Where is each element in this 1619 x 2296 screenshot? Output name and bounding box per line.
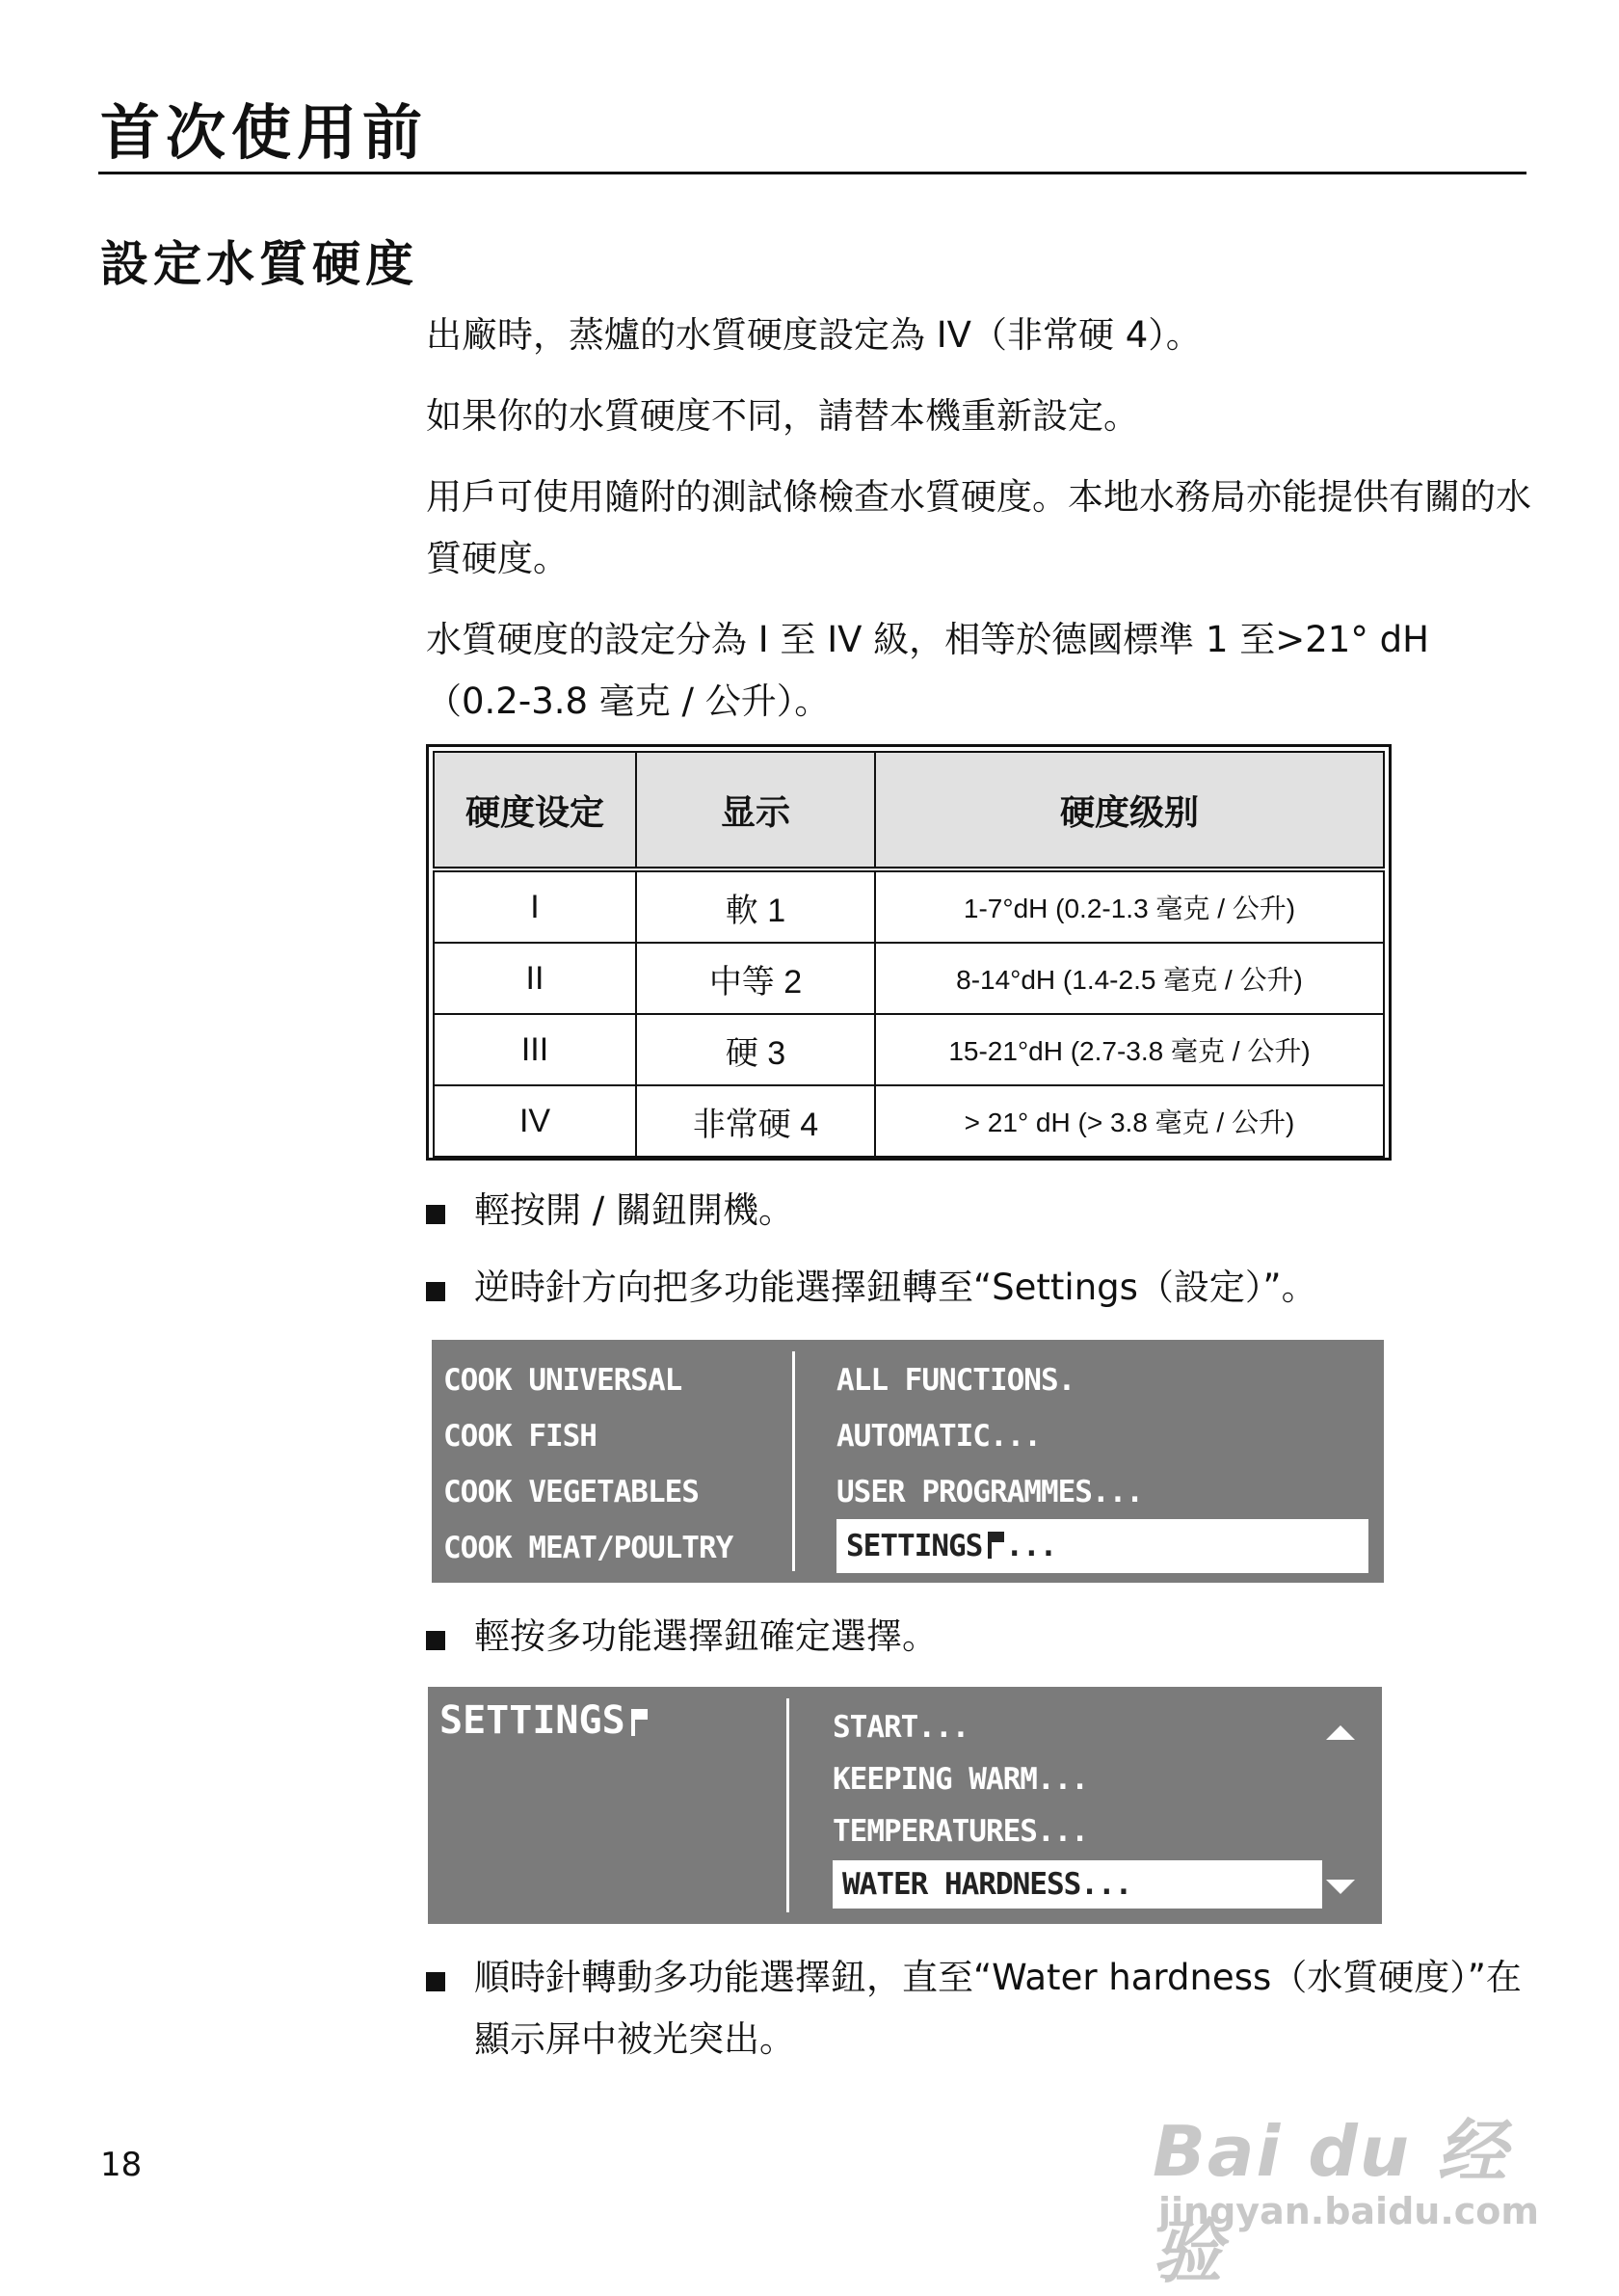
- table-row: [434, 1014, 1384, 1085]
- header-setting: 硬度设定: [434, 752, 636, 869]
- display-divider: [786, 1698, 789, 1912]
- menu-item-automatic: AUTOMATIC...: [836, 1419, 1041, 1454]
- menu-item-cook-vegetables: COOK VEGETABLES: [443, 1475, 699, 1509]
- cell-setting: II: [434, 943, 636, 1014]
- paragraph-hardness-range: 水質硬度的設定分為 I 至 IV 級，相等於德國標準 1 至>21° dH（0.2-3.8 毫克 / 公升）。: [426, 619, 1429, 722]
- title-rule: [98, 172, 1526, 174]
- baidu-watermark: [1153, 2067, 1539, 2292]
- menu-item-settings-ellipsis: ...: [1005, 1529, 1057, 1563]
- cell-setting: IV: [434, 1085, 636, 1157]
- cell-range: 15-21°dH (2.7-3.8 毫克 / 公升): [875, 1014, 1384, 1085]
- table-row: [434, 943, 1384, 1014]
- cell-range: 1-7°dH (0.2-1.3 毫克 / 公升): [875, 869, 1384, 943]
- bullet-turn-to-settings: [426, 1257, 1532, 1319]
- cell-setting: III: [434, 1014, 636, 1085]
- bullet-square-icon: [426, 1205, 445, 1224]
- paragraph-test-strip: 用戶可使用隨附的測試條檢查水質硬度。本地水務局亦能提供有關的水質硬度。: [426, 476, 1531, 579]
- paragraph-reset-hint: 如果你的水質硬度不同，請替本機重新設定。: [426, 395, 1139, 437]
- scroll-down-arrow-icon: [1326, 1880, 1355, 1894]
- section-title: 設定水質硬度: [100, 236, 418, 292]
- bullet-text: 逆時針方向把多功能選擇鈕轉至“Settings（設定）”。: [474, 1267, 1317, 1308]
- bullet-square-icon: [426, 1972, 445, 1991]
- display-settings-menu: [428, 1687, 1382, 1924]
- settings-item-water-hardness-selected: WATER HARDNESS...: [833, 1860, 1322, 1909]
- flag-icon: [631, 1709, 649, 1736]
- cell-range: > 21° dH (> 3.8 毫克 / 公升): [875, 1085, 1384, 1157]
- hardness-table: [426, 744, 1392, 1161]
- menu-item-cook-universal: COOK UNIVERSAL: [443, 1363, 682, 1398]
- header-level: 硬度级别: [875, 752, 1384, 869]
- bullet-square-icon: [426, 1282, 445, 1301]
- header-display: 显示: [636, 752, 875, 869]
- table-row: [434, 869, 1384, 943]
- display-divider: [792, 1351, 795, 1571]
- menu-item-settings-selected: [836, 1519, 1368, 1573]
- display-main-menu: [432, 1340, 1384, 1583]
- menu-item-settings-label: SETTINGS: [846, 1529, 983, 1563]
- bullet-confirm: [426, 1606, 1532, 1668]
- menu-item-cook-fish: COOK FISH: [443, 1419, 597, 1454]
- settings-item-temperatures: TEMPERATURES...: [833, 1814, 1088, 1849]
- settings-item-keeping-warm: KEEPING WARM...: [833, 1762, 1088, 1797]
- page-number: 18: [100, 2146, 143, 2184]
- table-header-row: [434, 752, 1384, 869]
- cell-display: 軟 1: [636, 869, 875, 943]
- bullet-text: 輕按開 / 關鈕開機。: [474, 1189, 794, 1231]
- flag-icon: [988, 1532, 1005, 1559]
- cell-setting: I: [434, 869, 636, 943]
- settings-title: [439, 1698, 649, 1743]
- bullet-text: 順時針轉動多功能選擇鈕，直至“Water hardness（水質硬度）”在顯示屏中被光突出。: [474, 1957, 1522, 2060]
- settings-title-label: SETTINGS: [439, 1698, 625, 1743]
- settings-item-start: START...: [833, 1710, 969, 1745]
- cell-display: 中等 2: [636, 943, 875, 1014]
- bullet-water-hardness: [426, 1947, 1532, 2070]
- bullet-power-on: [426, 1180, 1532, 1241]
- paragraph-factory-setting: 出廠時，蒸爐的水質硬度設定為 IV（非常硬 4）。: [426, 314, 1202, 356]
- page-title: 首次使用前: [100, 97, 429, 168]
- watermark-logo: Bai du 经验: [1153, 2111, 1509, 2292]
- menu-item-cook-meat-poultry: COOK MEAT/POULTRY: [443, 1531, 733, 1565]
- cell-display: 非常硬 4: [636, 1085, 875, 1157]
- bullet-text: 輕按多功能選擇鈕確定選擇。: [474, 1615, 938, 1657]
- menu-item-user-programmes: USER PROGRAMMES...: [836, 1475, 1143, 1509]
- menu-item-all-functions: ALL FUNCTIONS.: [836, 1363, 1075, 1398]
- table-row: [434, 1085, 1384, 1157]
- bullet-square-icon: [426, 1631, 445, 1650]
- scroll-up-arrow-icon: [1326, 1725, 1355, 1740]
- cell-range: 8-14°dH (1.4-2.5 毫克 / 公升): [875, 943, 1384, 1014]
- cell-display: 硬 3: [636, 1014, 875, 1085]
- watermark-url: jingyan.baidu.com: [1158, 2190, 1539, 2232]
